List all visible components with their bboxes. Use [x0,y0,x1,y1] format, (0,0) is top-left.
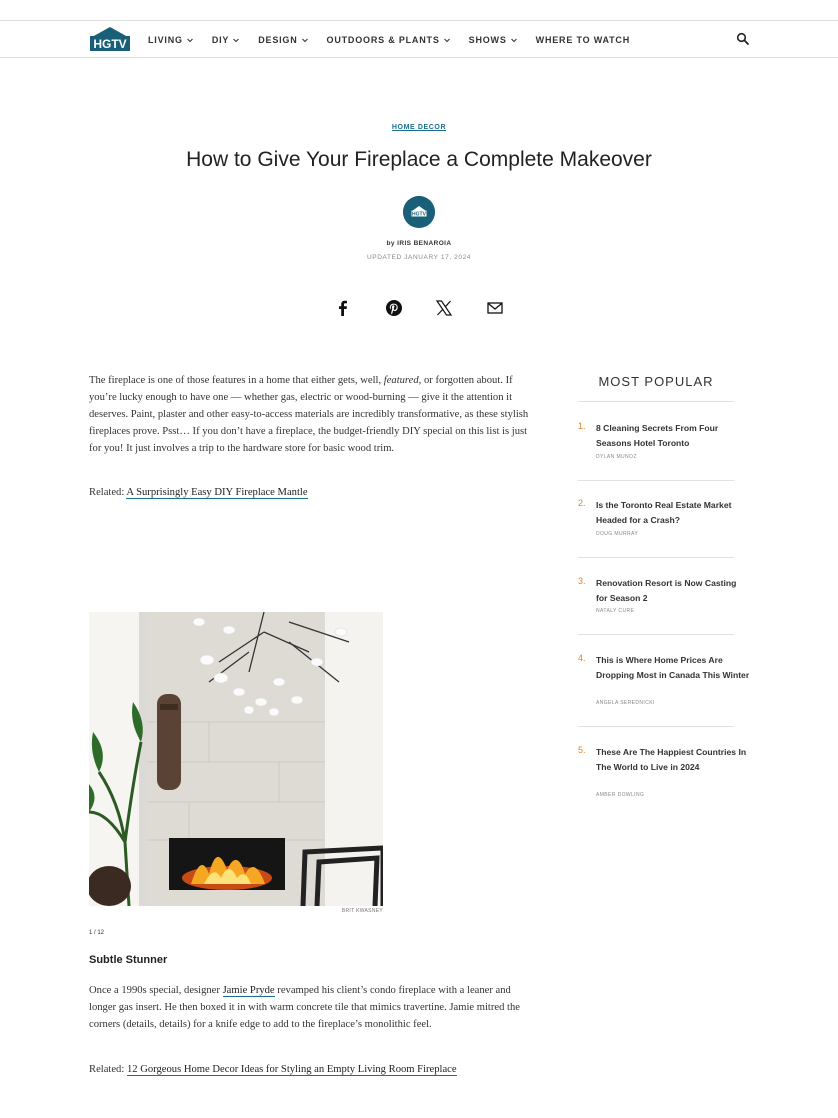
rank-number: 3. [578,576,586,586]
category-link[interactable]: HOME DECOR [391,124,447,131]
nav-item-outdoors-plants[interactable]: OUTDOORS & PLANTS [327,35,451,45]
category-label [0,116,838,134]
rank-number: 4. [578,653,586,663]
x-icon[interactable] [435,299,453,317]
most-popular-heading: MOST POPULAR [598,374,714,389]
slide-image[interactable] [89,612,383,906]
svg-text:HGTV: HGTV [412,211,426,218]
byline[interactable]: by IRIS BENAROIA [386,240,452,247]
most-popular-headline[interactable]: 8 Cleaning Secrets From Four Seasons Hotel Toronto [596,423,719,448]
divider [578,401,734,402]
photo-credit: BRIT KWASNEY [341,908,383,914]
divider [578,726,734,727]
intro-paragraph: The fireplace is one of those features in a home that either gets, well, featured, or forgotten about. If you’re lucky enough to have one — whether gas, electric or wood-burning — give it the attention it deserves. Paint, plaster and other easy-to-access materials are incredibly transformative, as these stylish fireplaces prove. Psst… If you don’t have a fireplace, the budget-friendly DIY special on this list is just for you! It just involves a trip to the hardware store for basic wood trim. [89,375,529,454]
hgtv-logo[interactable] [88,26,132,52]
updated-date: UPDATED JANUARY 17, 2024 [367,254,471,261]
nav-item-living[interactable]: LIVING [148,35,194,45]
slide-title: Subtle Stunner [89,954,168,966]
divider [578,480,734,481]
designer-link[interactable]: Jamie Pryde [222,985,275,996]
most-popular-headline[interactable]: Renovation Resort is Now Casting for Season 2 [596,578,737,603]
divider [578,634,734,635]
rank-number: 1. [578,421,586,431]
page-title: How to Give Your Fireplace a Complete Makeover [186,148,652,171]
most-popular-author: AMBER DOWLING [596,792,645,798]
avatar[interactable] [403,196,435,228]
svg-text:HGTV: HGTV [93,37,127,51]
email-icon[interactable] [486,299,504,317]
slide-paragraph: Once a 1990s special, designer Jamie Pryde revamped his client’s condo fireplace with a leaner and longer gas insert. He then boxed it in with warm concrete tile that mimics travertine. Jamie mitred the corners (details, details) for a knife edge to add to the fireplace’s monolithic feel. [89,985,520,1030]
nav-item-where-to-watch[interactable]: WHERE TO WATCH [535,35,631,45]
most-popular-headline[interactable]: These Are The Happiest Countries In The World to Live in 2024 [596,747,747,772]
chevron-down-icon [510,36,518,44]
chevron-down-icon [186,36,194,44]
main-nav [148,21,648,59]
site-header [0,20,838,58]
related-link-2: Related: 12 Gorgeous Home Decor Ideas for Styling an Empty Living Room Fireplace [89,1064,457,1075]
fireplace-photo [89,612,383,906]
search-icon[interactable] [736,32,750,46]
most-popular-headline[interactable]: Is the Toronto Real Estate Market Headed for a Crash? [596,500,732,525]
divider [578,557,734,558]
related-article-link[interactable]: A Surprisingly Easy DIY Fireplace Mantle [126,487,308,498]
nav-item-design[interactable]: DESIGN [258,35,308,45]
most-popular-author: DYLAN MUNOZ [596,454,637,460]
chevron-down-icon [443,36,451,44]
chevron-down-icon [301,36,309,44]
rank-number: 5. [578,745,586,755]
related-article-link[interactable]: 12 Gorgeous Home Decor Ideas for Styling an Empty Living Room Fireplace [126,1064,457,1075]
facebook-icon[interactable] [334,299,352,317]
most-popular-headline[interactable]: This is Where Home Prices Are Dropping Most in Canada This Winter [596,655,750,680]
nav-item-diy[interactable]: DIY [212,35,240,45]
most-popular-author: DOUG MURRAY [596,531,639,537]
most-popular-author: NATALY CURE [596,608,635,614]
rank-number: 2. [578,498,586,508]
related-link-1: Related: A Surprisingly Easy DIY Fireplace Mantle [89,487,308,498]
nav-item-shows[interactable]: SHOWS [469,35,518,45]
most-popular-author: ANGELA SEREDNICKI [596,700,655,706]
pinterest-icon[interactable] [385,299,403,317]
chevron-down-icon [232,36,240,44]
slide-counter: 1 / 12 [89,930,105,936]
